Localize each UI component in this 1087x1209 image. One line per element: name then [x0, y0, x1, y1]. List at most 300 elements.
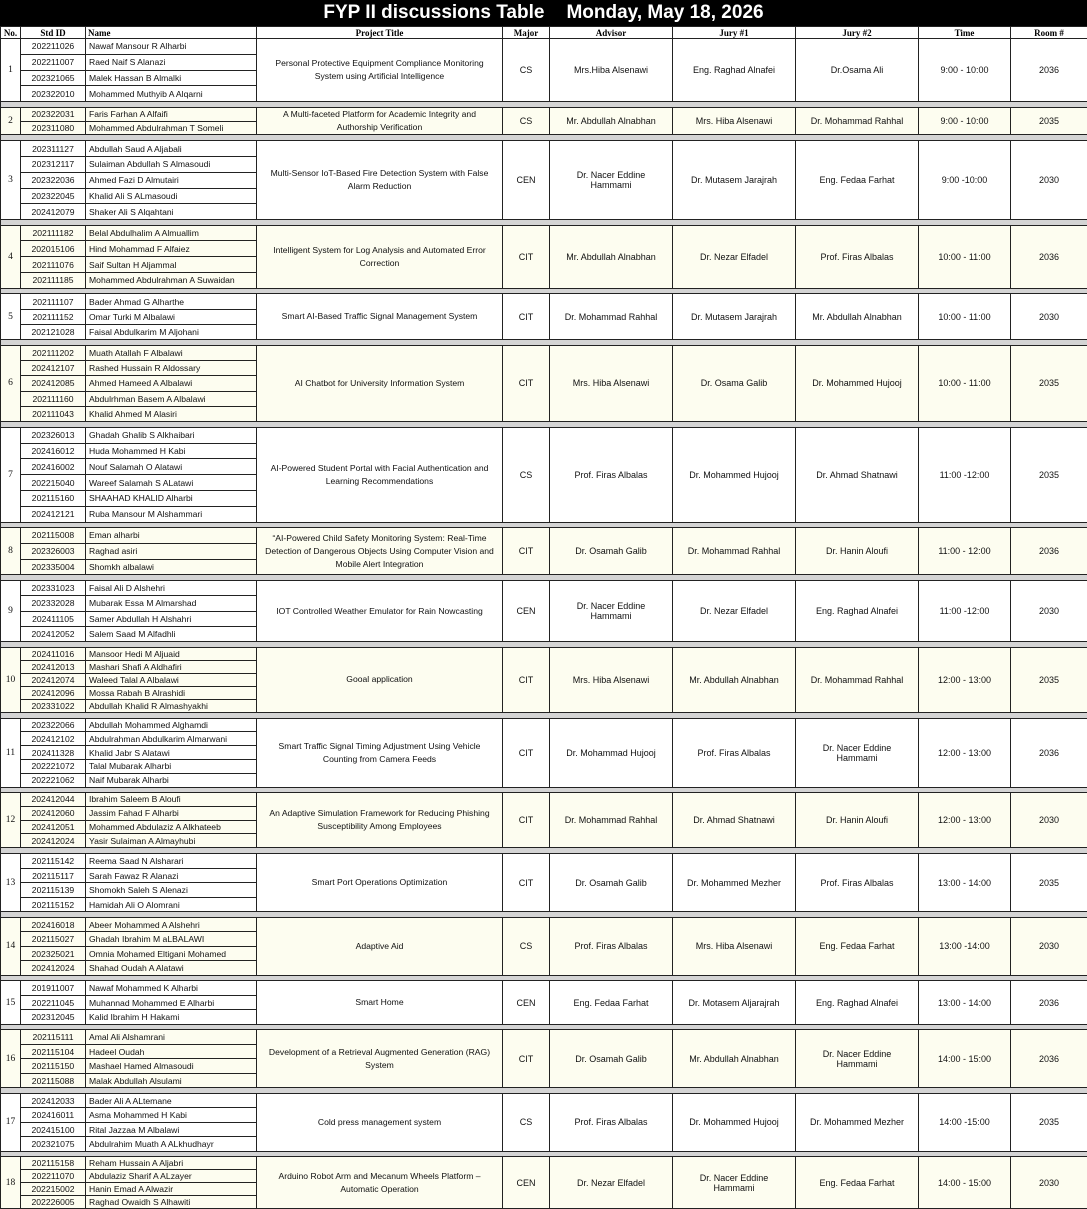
student-id: 202215002	[21, 1183, 86, 1196]
time: 9:00 -10:00	[919, 141, 1011, 220]
student-id: 202416018	[21, 917, 86, 932]
major: CS	[503, 39, 550, 102]
advisor: Dr. Mohammad Rahhal	[550, 793, 673, 848]
room: 2035	[1011, 427, 1087, 522]
table-row	[1, 528, 1087, 544]
advisor: Dr. Osamah Galib	[550, 854, 673, 912]
student-name: Abdulrahim Muath A ALkhudhayr	[86, 1137, 257, 1152]
table-row	[1, 294, 1087, 309]
student-id: 202412079	[21, 204, 86, 220]
student-id: 201911007	[21, 981, 86, 996]
student-name: Abdullah Mohammed Alghamdi	[86, 718, 257, 732]
title-bar	[0, 0, 1087, 26]
student-id: 202115111	[21, 1030, 86, 1045]
jury1: Dr. Osama Galib	[673, 345, 796, 421]
major: CEN	[503, 580, 550, 641]
table-row	[1, 917, 1087, 932]
header-project: Project Title	[257, 27, 503, 39]
project-title: Personal Protective Equipment Compliance Monitoring System using Artificial Intelligence	[257, 39, 503, 102]
student-name: Talal Mubarak Alharbi	[86, 759, 257, 773]
room: 2035	[1011, 345, 1087, 421]
student-name: Jassim Fahad F Alharbi	[86, 806, 257, 820]
student-name: Sulaiman Abdullah S Almasoudi	[86, 156, 257, 172]
student-name: Samer Abdullah H Alshahri	[86, 611, 257, 626]
student-name: Saif Sultan H Aljammal	[86, 257, 257, 273]
major: CIT	[503, 854, 550, 912]
table-date: Monday, May 18, 2026	[566, 2, 763, 24]
room: 2035	[1011, 108, 1087, 135]
jury2: Mr. Abdullah Alnabhan	[796, 294, 919, 340]
student-id: 202312045	[21, 1010, 86, 1025]
time: 12:00 - 13:00	[919, 793, 1011, 848]
group-number: 14	[1, 917, 21, 975]
student-name: Mansoor Hedi M Aljuaid	[86, 647, 257, 660]
student-id: 202015106	[21, 241, 86, 257]
student-id: 202115158	[21, 1157, 86, 1170]
room: 2036	[1011, 225, 1087, 288]
project-title: Adaptive Aid	[257, 917, 503, 975]
jury1: Mr. Abdullah Alnabhan	[673, 647, 796, 712]
student-id: 202211007	[21, 54, 86, 70]
table-row	[1, 141, 1087, 157]
time: 12:00 - 13:00	[919, 647, 1011, 712]
project-title: IOT Controlled Weather Emulator for Rain Nowcasting	[257, 580, 503, 641]
jury2: Dr. Ahmad Shatnawi	[796, 427, 919, 522]
major: CS	[503, 917, 550, 975]
advisor: Mrs. Hiba Alsenawi	[550, 345, 673, 421]
student-name: Rashed Hussain R Aldossary	[86, 361, 257, 376]
time: 13:00 - 14:00	[919, 854, 1011, 912]
time: 14:00 -15:00	[919, 1093, 1011, 1151]
student-name: Mohammed Abdulrahman T Someli	[86, 121, 257, 135]
room: 2030	[1011, 793, 1087, 848]
jury2: Dr. Nacer Eddine Hammami	[796, 718, 919, 787]
major: CS	[503, 108, 550, 135]
student-id: 202111152	[21, 309, 86, 324]
group-number: 1	[1, 39, 21, 102]
advisor: Dr. Osamah Galib	[550, 1030, 673, 1088]
time: 14:00 - 15:00	[919, 1030, 1011, 1088]
jury2: Prof. Firas Albalas	[796, 225, 919, 288]
header-room: Room #	[1011, 27, 1087, 39]
student-name: Abdullah Khalid R Almashyakhi	[86, 699, 257, 712]
student-name: Nouf Salamah O Alatawi	[86, 459, 257, 475]
student-id: 202416002	[21, 459, 86, 475]
student-id: 202226005	[21, 1196, 86, 1209]
student-name: Shomkh albalawi	[86, 559, 257, 575]
student-name: Faisal Ali D Alshehri	[86, 580, 257, 595]
student-name: Raghad asiri	[86, 543, 257, 559]
room: 2036	[1011, 39, 1087, 102]
project-title: AI-Powered Student Portal with Facial Authentication and Learning Recommendations	[257, 427, 503, 522]
header-time: Time	[919, 27, 1011, 39]
group-number: 3	[1, 141, 21, 220]
jury1: Dr. Mutasem Jarajrah	[673, 141, 796, 220]
group-number: 15	[1, 981, 21, 1025]
student-id: 202115139	[21, 883, 86, 898]
student-name: Hind Mohammad F Alfaiez	[86, 241, 257, 257]
student-id: 202411105	[21, 611, 86, 626]
student-name: Salem Saad M Alfadhli	[86, 626, 257, 641]
student-id: 202412013	[21, 660, 86, 673]
student-name: Malak Abdullah Alsulami	[86, 1073, 257, 1088]
student-name: Omar Turki M Albalawi	[86, 309, 257, 324]
header-row	[1, 27, 1087, 39]
major: CIT	[503, 528, 550, 575]
student-name: Mubarak Essa M Almarshad	[86, 596, 257, 611]
major: CEN	[503, 141, 550, 220]
major: CIT	[503, 345, 550, 421]
project-title: An Adaptive Simulation Framework for Reducing Phishing Susceptibility Among Employees	[257, 793, 503, 848]
time: 11:00 -12:00	[919, 427, 1011, 522]
jury1: Dr. Motasem Aljarajrah	[673, 981, 796, 1025]
student-id: 202111076	[21, 257, 86, 273]
table-row	[1, 854, 1087, 869]
student-id: 202115160	[21, 490, 86, 506]
student-name: Ghadah Ibrahim M aLBALAWI	[86, 932, 257, 947]
major: CIT	[503, 1030, 550, 1088]
student-name: Raed Naif S Alanazi	[86, 54, 257, 70]
major: CIT	[503, 647, 550, 712]
student-id: 202412052	[21, 626, 86, 641]
major: CIT	[503, 793, 550, 848]
advisor: Dr. Mohammad Hujooj	[550, 718, 673, 787]
student-name: Yasir Sulaiman A Almayhubi	[86, 834, 257, 848]
student-id: 202415100	[21, 1122, 86, 1137]
student-id: 202111185	[21, 273, 86, 289]
group-number: 2	[1, 108, 21, 135]
time: 10:00 - 11:00	[919, 294, 1011, 340]
student-id: 202416012	[21, 443, 86, 459]
project-title: “AI-Powered Child Safety Monitoring System: Real-Time Detection of Dangerous Objects Using Computer Vision and Mobile Alert Integration	[257, 528, 503, 575]
jury1: Dr. Mutasem Jarajrah	[673, 294, 796, 340]
group-number: 17	[1, 1093, 21, 1151]
student-name: Mohammed Muthyib A Alqarni	[86, 86, 257, 102]
student-name: Asma Mohammed H Kabi	[86, 1108, 257, 1123]
student-id: 202412121	[21, 506, 86, 522]
table-row	[1, 39, 1087, 55]
student-name: Eman alharbi	[86, 528, 257, 544]
student-id: 202111043	[21, 406, 86, 421]
student-id: 202321065	[21, 70, 86, 86]
student-name: Nawaf Mansour R Alharbi	[86, 39, 257, 55]
jury2: Eng. Raghad Alnafei	[796, 580, 919, 641]
student-id: 202412051	[21, 820, 86, 834]
student-name: Khalid Jabr S Alatawi	[86, 746, 257, 760]
time: 10:00 - 11:00	[919, 225, 1011, 288]
room: 2036	[1011, 1030, 1087, 1088]
student-name: Hadeel Oudah	[86, 1044, 257, 1059]
jury1: Dr. Mohammed Hujooj	[673, 427, 796, 522]
student-name: Hamidah Ali O Alomrani	[86, 897, 257, 912]
table-title: FYP II discussions Table	[323, 2, 544, 24]
group-number: 9	[1, 580, 21, 641]
room: 2030	[1011, 141, 1087, 220]
student-id: 202311080	[21, 121, 86, 135]
student-name: Abdulrahman Abdulkarim Almarwani	[86, 732, 257, 746]
group-number: 16	[1, 1030, 21, 1088]
time: 11:00 -12:00	[919, 580, 1011, 641]
major: CIT	[503, 294, 550, 340]
advisor: Prof. Firas Albalas	[550, 1093, 673, 1151]
student-name: Huda Mohammed H Kabi	[86, 443, 257, 459]
major: CEN	[503, 981, 550, 1025]
jury1: Mrs. Hiba Alsenawi	[673, 917, 796, 975]
student-id: 202412085	[21, 376, 86, 391]
student-id: 202115152	[21, 897, 86, 912]
student-id: 202326013	[21, 427, 86, 443]
student-id: 202412060	[21, 806, 86, 820]
group-number: 5	[1, 294, 21, 340]
header-jury2: Jury #2	[796, 27, 919, 39]
student-id: 202412107	[21, 361, 86, 376]
group-number: 10	[1, 647, 21, 712]
student-id: 202322066	[21, 718, 86, 732]
time: 13:00 -14:00	[919, 917, 1011, 975]
table-row	[1, 225, 1087, 241]
time: 13:00 - 14:00	[919, 981, 1011, 1025]
student-name: Reham Hussain A Aljabri	[86, 1157, 257, 1170]
project-title: Intelligent System for Log Analysis and Automated Error Correction	[257, 225, 503, 288]
room: 2030	[1011, 1157, 1087, 1209]
jury1: Dr. Nezar Elfadel	[673, 580, 796, 641]
jury1: Prof. Firas Albalas	[673, 718, 796, 787]
table-row	[1, 427, 1087, 443]
jury1: Dr. Mohammed Mezher	[673, 854, 796, 912]
student-name: Bader Ali A ALtemane	[86, 1093, 257, 1108]
student-id: 202111182	[21, 225, 86, 241]
student-id: 202115027	[21, 932, 86, 947]
student-id: 202331022	[21, 699, 86, 712]
table-row	[1, 580, 1087, 595]
header-no: No.	[1, 27, 21, 39]
student-name: Mashael Hamed Almasoudi	[86, 1059, 257, 1074]
header-advisor: Advisor	[550, 27, 673, 39]
student-id: 202412096	[21, 686, 86, 699]
student-id: 202115104	[21, 1044, 86, 1059]
time: 10:00 - 11:00	[919, 345, 1011, 421]
advisor: Mr. Abdullah Alnabhan	[550, 108, 673, 135]
jury1: Dr. Mohammed Hujooj	[673, 1093, 796, 1151]
student-id: 202221062	[21, 773, 86, 787]
header-jury1: Jury #1	[673, 27, 796, 39]
student-name: Ahmed Hameed A Albalawi	[86, 376, 257, 391]
major: CS	[503, 1093, 550, 1151]
major: CS	[503, 427, 550, 522]
student-id: 202215040	[21, 475, 86, 491]
student-id: 202322010	[21, 86, 86, 102]
jury2: Dr. Mohammed Mezher	[796, 1093, 919, 1151]
student-name: Shomokh Saleh S Alenazi	[86, 883, 257, 898]
student-id: 202322036	[21, 172, 86, 188]
table-row	[1, 981, 1087, 996]
table-body	[1, 39, 1087, 1209]
student-id: 202115142	[21, 854, 86, 869]
student-name: Faisal Abdulkarim M Aljohani	[86, 324, 257, 339]
student-name: Khalid Ahmed M Alasiri	[86, 406, 257, 421]
jury1: Dr. Mohammad Rahhal	[673, 528, 796, 575]
table-row	[1, 1093, 1087, 1108]
project-title: Development of a Retrieval Augmented Generation (RAG) System	[257, 1030, 503, 1088]
advisor: Dr. Nacer Eddine Hammami	[550, 141, 673, 220]
student-id: 202321075	[21, 1137, 86, 1152]
student-name: Abdulaziz Sharif A ALzayer	[86, 1170, 257, 1183]
group-number: 6	[1, 345, 21, 421]
student-id: 202326003	[21, 543, 86, 559]
room: 2030	[1011, 917, 1087, 975]
header-name: Name	[86, 27, 257, 39]
jury1: Dr. Nacer Eddine Hammami	[673, 1157, 796, 1209]
student-name: Abdulrhman Basem A Albalawi	[86, 391, 257, 406]
student-id: 202335004	[21, 559, 86, 575]
table-row	[1, 718, 1087, 732]
advisor: Mr. Abdullah Alnabhan	[550, 225, 673, 288]
student-name: Rital Jazzaa M Albalawi	[86, 1122, 257, 1137]
group-number: 11	[1, 718, 21, 787]
student-name: Ruba Mansour M Alshammari	[86, 506, 257, 522]
table-row	[1, 647, 1087, 660]
advisor: Mrs. Hiba Alsenawi	[550, 647, 673, 712]
jury2: Dr. Mohammed Hujooj	[796, 345, 919, 421]
advisor: Dr. Mohammad Rahhal	[550, 294, 673, 340]
student-name: Belal Abdulhalim A Almuallim	[86, 225, 257, 241]
jury2: Prof. Firas Albalas	[796, 854, 919, 912]
major: CIT	[503, 718, 550, 787]
header-std-id: Std ID	[21, 27, 86, 39]
student-id: 202115008	[21, 528, 86, 544]
student-id: 202211026	[21, 39, 86, 55]
time: 14:00 - 15:00	[919, 1157, 1011, 1209]
student-id: 202115088	[21, 1073, 86, 1088]
jury2: Dr. Hanin Aloufi	[796, 793, 919, 848]
room: 2035	[1011, 1093, 1087, 1151]
student-name: Ghadah Ghalib S Alkhaibari	[86, 427, 257, 443]
student-id: 202411328	[21, 746, 86, 760]
student-id: 202325021	[21, 946, 86, 961]
student-name: Amal Ali Alshamrani	[86, 1030, 257, 1045]
student-id: 202416011	[21, 1108, 86, 1123]
student-name: Hanin Emad A Alwazir	[86, 1183, 257, 1196]
jury2: Dr. Mohammad Rahhal	[796, 647, 919, 712]
student-id: 202412024	[21, 961, 86, 976]
jury2: Dr. Hanin Aloufi	[796, 528, 919, 575]
advisor: Dr. Nezar Elfadel	[550, 1157, 673, 1209]
student-id: 202412102	[21, 732, 86, 746]
header-major: Major	[503, 27, 550, 39]
time: 11:00 - 12:00	[919, 528, 1011, 575]
table-row	[1, 1157, 1087, 1170]
project-title: Arduino Robot Arm and Mecanum Wheels Platform – Automatic Operation	[257, 1157, 503, 1209]
project-title: Smart Port Operations Optimization	[257, 854, 503, 912]
table-row	[1, 1030, 1087, 1045]
student-name: Ahmed Fazi D Almutairi	[86, 172, 257, 188]
student-name: Bader Ahmad G Alharthe	[86, 294, 257, 309]
table-row	[1, 108, 1087, 122]
project-title: Cold press management system	[257, 1093, 503, 1151]
student-id: 202322045	[21, 188, 86, 204]
student-name: Faris Farhan A Alfaifi	[86, 108, 257, 122]
student-id: 202332028	[21, 596, 86, 611]
student-name: Ibrahim Saleem B Aloufi	[86, 793, 257, 807]
group-number: 12	[1, 793, 21, 848]
group-number: 13	[1, 854, 21, 912]
jury2: Eng. Fedaa Farhat	[796, 1157, 919, 1209]
student-name: Abeer Mohammed A Alshehri	[86, 917, 257, 932]
project-title: Smart AI-Based Traffic Signal Management System	[257, 294, 503, 340]
time: 9:00 - 10:00	[919, 108, 1011, 135]
advisor: Prof. Firas Albalas	[550, 917, 673, 975]
student-id: 202111160	[21, 391, 86, 406]
student-id: 202312117	[21, 156, 86, 172]
jury2: Dr.Osama Ali	[796, 39, 919, 102]
room: 2030	[1011, 580, 1087, 641]
project-title: Smart Home	[257, 981, 503, 1025]
table-row	[1, 345, 1087, 360]
student-name: Naif Mubarak Alharbi	[86, 773, 257, 787]
project-title: A Multi-faceted Platform for Academic Integrity and Authorship Verification	[257, 108, 503, 135]
discussions-table	[0, 26, 1087, 1209]
jury2: Dr. Nacer Eddine Hammami	[796, 1030, 919, 1088]
student-id: 202115117	[21, 868, 86, 883]
advisor: Dr. Osamah Galib	[550, 528, 673, 575]
student-name: Malek Hassan B Almalki	[86, 70, 257, 86]
room: 2035	[1011, 854, 1087, 912]
student-name: Omnia Mohamed Eltigani Mohamed	[86, 946, 257, 961]
student-name: Raghad Owaidh S Alhawiti	[86, 1196, 257, 1209]
student-id: 202121028	[21, 324, 86, 339]
jury2: Eng. Raghad Alnafei	[796, 981, 919, 1025]
student-name: Reema Saad N Alsharari	[86, 854, 257, 869]
student-name: Mohammed Abdulaziz A Alkhateeb	[86, 820, 257, 834]
table-row	[1, 793, 1087, 807]
student-id: 202411016	[21, 647, 86, 660]
advisor: Prof. Firas Albalas	[550, 427, 673, 522]
room: 2036	[1011, 528, 1087, 575]
advisor: Mrs.Hiba Alsenawi	[550, 39, 673, 102]
major: CEN	[503, 1157, 550, 1209]
project-title: Gooal application	[257, 647, 503, 712]
group-number: 4	[1, 225, 21, 288]
student-id: 202311127	[21, 141, 86, 157]
student-name: Shahad Oudah A Alatawi	[86, 961, 257, 976]
project-title: AI Chatbot for University Information System	[257, 345, 503, 421]
time: 9:00 - 10:00	[919, 39, 1011, 102]
student-id: 202211070	[21, 1170, 86, 1183]
student-name: Nawaf Mohammed K Alharbi	[86, 981, 257, 996]
student-id: 202111202	[21, 345, 86, 360]
room: 2036	[1011, 981, 1087, 1025]
student-id: 202412024	[21, 834, 86, 848]
student-name: Sarah Fawaz R Alanazi	[86, 868, 257, 883]
student-name: Kalid Ibrahim H Hakami	[86, 1010, 257, 1025]
student-name: Abdullah Saud A Aljabali	[86, 141, 257, 157]
student-name: Khalid Ali S ALmasoudi	[86, 188, 257, 204]
student-name: Muath Atallah F Albalawi	[86, 345, 257, 360]
jury1: Eng. Raghad Alnafei	[673, 39, 796, 102]
room: 2030	[1011, 294, 1087, 340]
student-id: 202115150	[21, 1059, 86, 1074]
student-id: 202412074	[21, 673, 86, 686]
group-number: 8	[1, 528, 21, 575]
student-name: Shaker Ali S Alqahtani	[86, 204, 257, 220]
student-id: 202412033	[21, 1093, 86, 1108]
jury1: Dr. Ahmad Shatnawi	[673, 793, 796, 848]
student-name: Waleed Talal A Albalawi	[86, 673, 257, 686]
student-id: 202111107	[21, 294, 86, 309]
time: 12:00 - 13:00	[919, 718, 1011, 787]
jury2: Eng. Fedaa Farhat	[796, 917, 919, 975]
student-id: 202331023	[21, 580, 86, 595]
